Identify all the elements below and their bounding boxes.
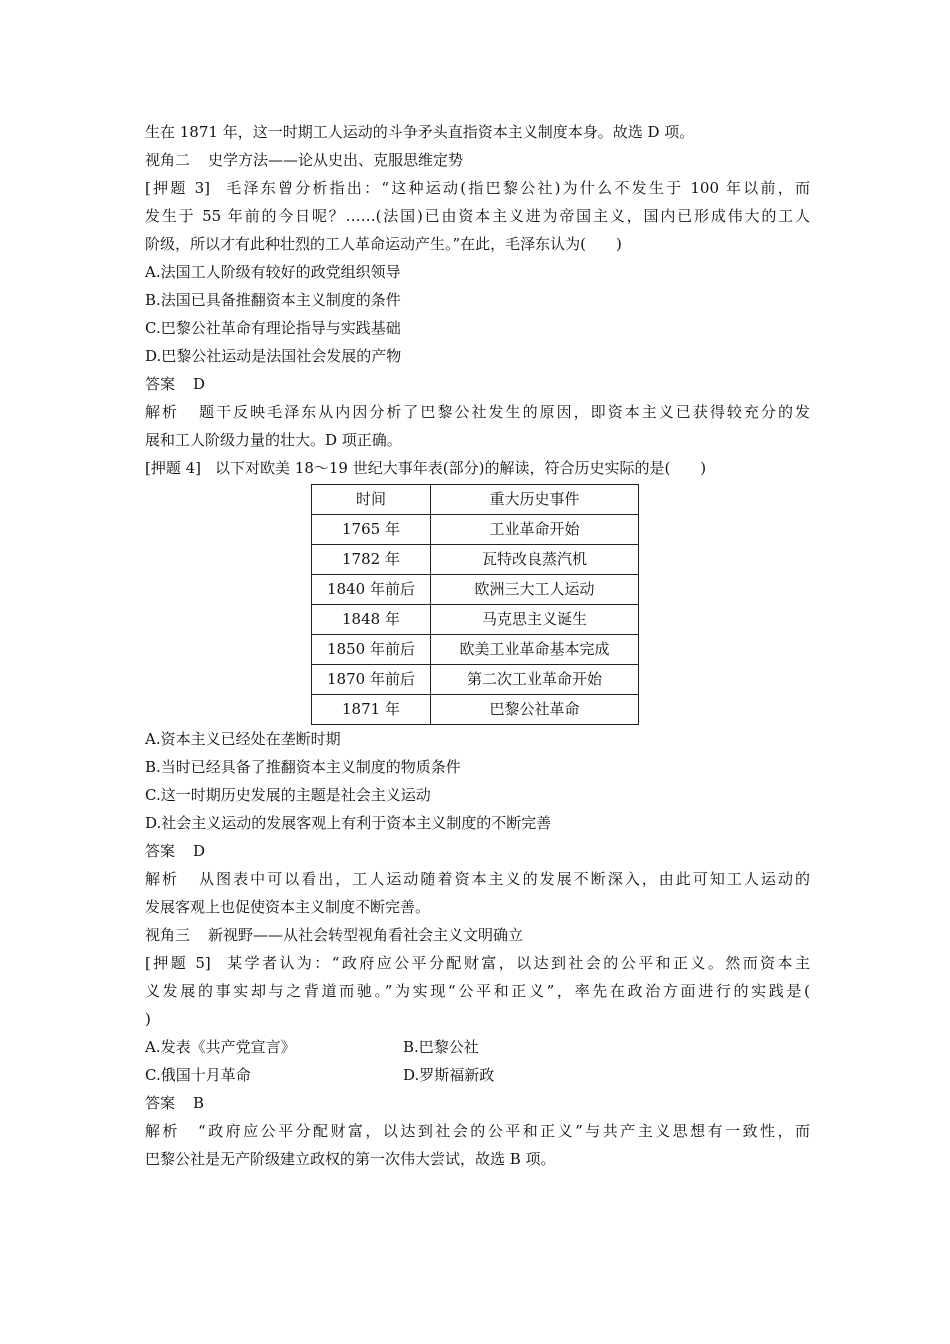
table-row: 1782 年 瓦特改良蒸汽机: [312, 545, 639, 575]
q5-analysis-line-2: 巴黎公社是无产阶级建立政权的第一次伟大尝试，故选 B 项。: [145, 1150, 556, 1168]
q5-analysis-line-1: 解析 “政府应公平分配财富，以达到社会的公平和正义”与共产主义思想有一致性，而: [145, 1122, 810, 1140]
q5-options-row-1: [145, 1033, 810, 1061]
q5-option-d: D.罗斯福新政: [403, 1066, 495, 1084]
q3-answer: 答案 D: [145, 375, 206, 393]
table-header-event: 重大历史事件: [431, 485, 639, 515]
q3-stem-line-3: 阶级，所以才有此种壮烈的工人革命运动产生。”在此，毛泽东认为( ): [145, 235, 622, 253]
section-title: 史学方法——论从史出、克服思维定势: [208, 151, 464, 169]
q4-answer: 答案 D: [145, 842, 206, 860]
q5-stem-line-2: 义发展的事实却与之背道而驰。”为实现“公平和正义”，率先在政治方面进行的实践是(: [145, 982, 810, 1000]
table-row: 1850 年前后 欧美工业革命基本完成: [312, 635, 639, 665]
table-header-time: 时间: [312, 485, 431, 515]
document-page: [145, 118, 810, 1173]
q3-stem-line-1: [押题 3] 毛泽东曾分析指出：“这种运动(指巴黎公社)为什么不发生于 100 年以前，而: [145, 179, 810, 197]
q3-analysis-line-1: 解析 题干反映毛泽东从内因分析了巴黎公社发生的原因，即资本主义已获得较充分的发: [145, 403, 810, 421]
q4-tag: [押题 4]: [145, 459, 202, 477]
q5-option-c: C.俄国十月革命: [145, 1066, 251, 1084]
q3-analysis-line-2: 展和工人阶级力量的壮大。D 项正确。: [145, 431, 402, 449]
history-timeline-table: [311, 484, 639, 725]
q4-option-b: B.当时已经具备了推翻资本主义制度的物质条件: [145, 758, 461, 776]
q5-stem-line-3: ): [145, 1010, 151, 1028]
table-row: 1765 年 工业革命开始: [312, 515, 639, 545]
q3-option-b: B.法国已具备推翻资本主义制度的条件: [145, 291, 401, 309]
section-heading-2: [145, 146, 810, 174]
table-row: 1870 年前后 第二次工业革命开始: [312, 665, 639, 695]
q4-option-a: A.资本主义已经处在垄断时期: [145, 730, 341, 748]
q5-tag: [押题 5]: [145, 954, 211, 972]
q5-options-row-2: [145, 1061, 810, 1089]
q4-option-c: C.这一时期历史发展的主题是社会主义运动: [145, 786, 431, 804]
q5-answer: 答案 B: [145, 1094, 205, 1112]
q4-analysis-line-2: 发展客观上也促使资本主义制度不断完善。: [145, 898, 431, 916]
q3-option-d: D.巴黎公社运动是法国社会发展的产物: [145, 347, 402, 365]
q3-tag: [押题 3]: [145, 179, 210, 197]
q3-stem-line-2: 发生于 55 年前的今日呢？……(法国)已由资本主义进为帝国主义，国内已形成伟大的工人: [145, 207, 810, 225]
section-label: 视角三: [145, 926, 191, 944]
table-row: 1848 年 马克思主义诞生: [312, 605, 639, 635]
table-row: 1840 年前后 欧洲三大工人运动: [312, 575, 639, 605]
q3-option-c: C.巴黎公社革命有理论指导与实践基础: [145, 319, 401, 337]
q5-option-a: A.发表《共产党宣言》: [145, 1038, 296, 1056]
section-heading-3: [145, 921, 810, 949]
q4-analysis-line-1: 解析 从图表中可以看出，工人运动随着资本主义的发展不断深入，由此可知工人运动的: [145, 870, 810, 888]
q4-option-d: D.社会主义运动的发展客观上有利于资本主义制度的不断完善: [145, 814, 552, 832]
section-label: 视角二: [145, 151, 191, 169]
q5-stem-line-1: [押题 5] 某学者认为：“政府应公平分配财富，以达到社会的公平和正义。然而资本主: [145, 954, 810, 972]
q5-option-b: B.巴黎公社: [403, 1038, 479, 1056]
table-header-row: [312, 485, 639, 515]
section-title: 新视野——从社会转型视角看社会主义文明确立: [208, 926, 524, 944]
q4-stem: [押题 4] 以下对欧美 18～19 世纪大事年表(部分)的解读，符合历史实际的是( ): [145, 459, 707, 477]
table-row: 1871 年 巴黎公社革命: [312, 695, 639, 725]
intro-line: 生在 1871 年，这一时期工人运动的斗争矛头直指资本主义制度本身。故选 D 项。: [145, 123, 695, 141]
q3-option-a: A.法国工人阶级有较好的政党组织领导: [145, 263, 401, 281]
